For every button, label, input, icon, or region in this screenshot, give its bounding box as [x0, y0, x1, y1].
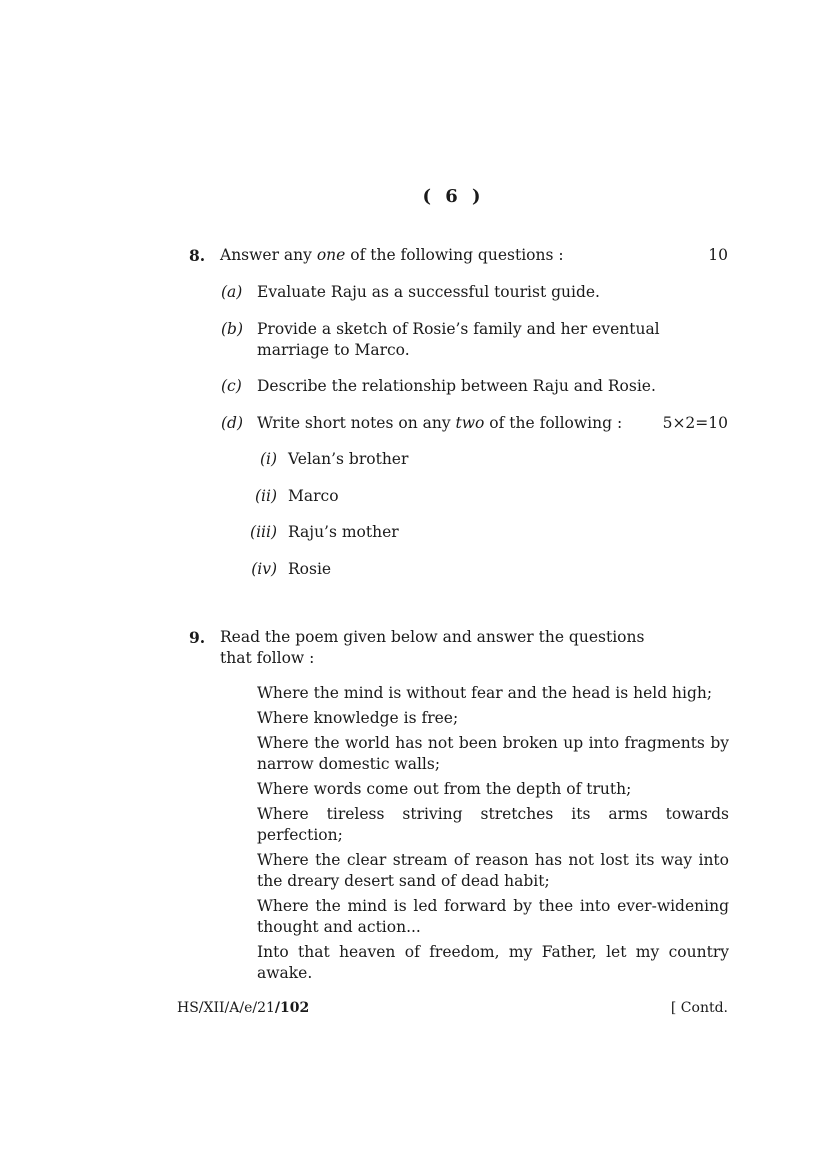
page-number: ( 6 ): [422, 186, 485, 207]
poem: [257, 683, 729, 988]
paper-code-text: HS/XII/A/e/21: [177, 1000, 275, 1016]
prompt-emphasis: one: [316, 246, 346, 264]
poem-line: Where the world has not been broken up into fragments by narrow domestic walls;: [257, 734, 729, 773]
contd-label: [ Contd.: [670, 1000, 728, 1016]
subitem-label: (ii): [254, 487, 277, 505]
option-label: (c): [221, 377, 242, 395]
question-prompt: that follow :: [220, 649, 315, 667]
option-emphasis: two: [455, 414, 485, 432]
poem-line: Where the clear stream of reason has not lost its way into the dreary desert sand of dead habit;: [257, 851, 729, 890]
subitem-text: Velan’s brother: [288, 450, 409, 468]
option-text: marriage to Marco.: [257, 341, 410, 359]
question-prompt: Read the poem given below and answer the questions: [220, 628, 645, 646]
option-label: (a): [221, 283, 243, 301]
poem-line: Where tireless striving stretches its arms towards perfection;: [257, 805, 729, 844]
option-text: Describe the relationship between Raju and Rosie.: [257, 377, 656, 395]
option-text: Provide a sketch of Rosie’s family and her eventual: [257, 320, 660, 338]
prompt-text: Answer any: [220, 246, 317, 264]
subitem-label: (iii): [250, 523, 277, 541]
option-text: [257, 414, 622, 432]
option-text: Evaluate Raju as a successful tourist guide.: [257, 283, 600, 301]
question-number: 9.: [189, 628, 206, 647]
poem-line: Where the mind is led forward by thee into ever-widening thought and action...: [257, 897, 729, 936]
subitem-text: Marco: [288, 487, 339, 505]
option-label: (b): [221, 320, 244, 338]
option-text-part: of the following :: [484, 414, 623, 432]
prompt-text: of the following questions :: [345, 246, 564, 264]
poem-line: Into that heaven of freedom, my Father, let my country awake.: [257, 943, 729, 982]
subitem-label: (iv): [251, 560, 277, 578]
question-number: 8.: [189, 246, 206, 265]
option-text-part: Write short notes on any: [257, 414, 456, 432]
paper-code: [177, 1000, 309, 1016]
marks: 10: [708, 246, 728, 264]
paper-code-bold: /102: [274, 1000, 310, 1016]
subitem-text: Rosie: [288, 560, 332, 578]
question-prompt: [220, 246, 564, 264]
subitem-label: (i): [259, 450, 277, 468]
poem-line: Where words come out from the depth of truth;: [257, 780, 632, 798]
option-label: (d): [221, 414, 244, 432]
poem-line: Where the mind is without fear and the head is held high;: [257, 684, 713, 702]
subitem-text: Raju’s mother: [288, 523, 399, 541]
marks: 5×2=10: [662, 414, 728, 432]
poem-line: Where knowledge is free;: [257, 709, 459, 727]
